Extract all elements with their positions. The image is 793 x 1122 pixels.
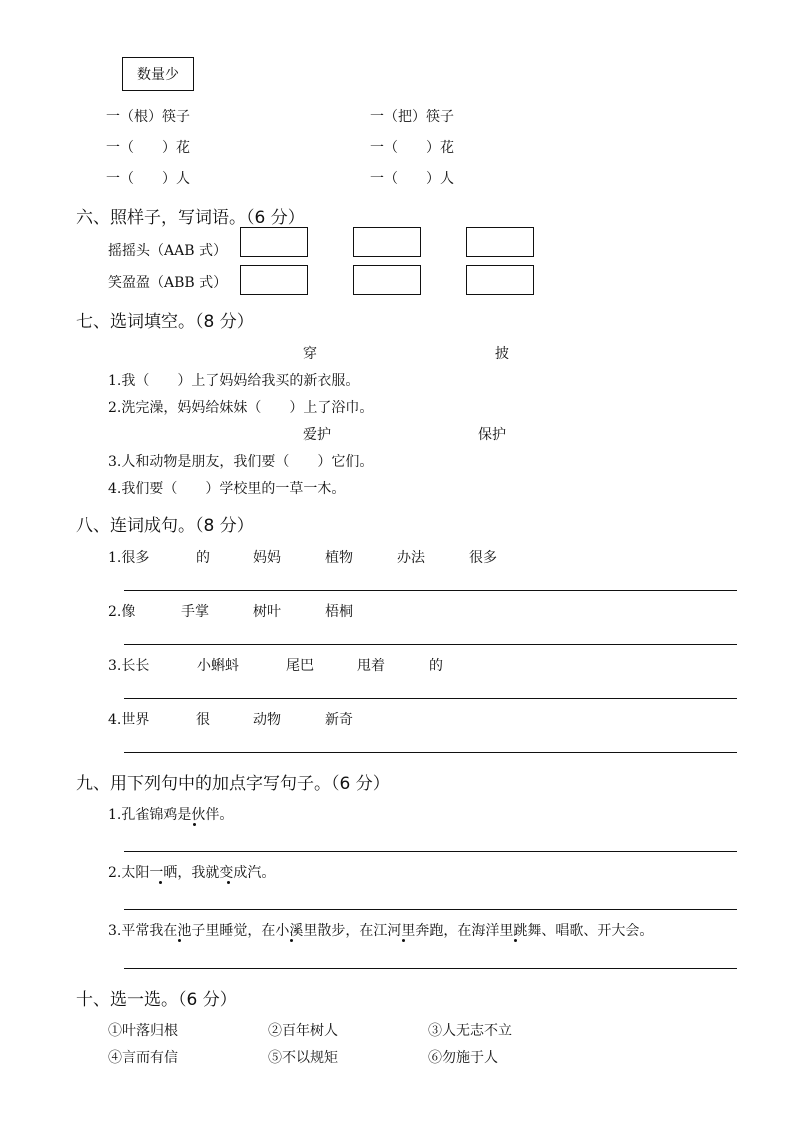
section-9-item-3: 3.平常我在池子里睡觉，在小溪里散步，在江河里奔跑，在海洋里跳舞、唱歌、开大会。 — [108, 923, 654, 939]
section-6-row-1: 摇摇头（AAB 式） — [108, 243, 227, 259]
word-choice: 穿 — [303, 346, 317, 362]
answer-box[interactable] — [466, 265, 534, 295]
answer-box[interactable] — [353, 227, 421, 257]
section-10-title: 十、选一选。（6 分） — [76, 990, 237, 1010]
word-chip: 树叶 — [253, 604, 281, 620]
emphasis-dot — [159, 881, 162, 884]
word-chip: 很 — [196, 712, 210, 728]
section-6-title: 六、照样子，写词语。（6 分） — [76, 208, 305, 228]
emphasis-dot — [290, 939, 293, 942]
measure-right-1: 一（把）筷子 — [370, 109, 454, 125]
emphasis-dot — [227, 881, 230, 884]
word-chip: 植物 — [325, 550, 353, 566]
section-9-title: 九、用下列句中的加点字写句子。（6 分） — [76, 774, 390, 794]
option[interactable]: ③人无志不立 — [428, 1023, 512, 1039]
word-chip: 的 — [429, 658, 443, 674]
word-chip: 3.长长 — [108, 658, 150, 674]
word-chip: 小蝌蚪 — [197, 658, 239, 674]
section-9-item-1: 1.孔雀锦鸡是伙伴。 — [108, 807, 234, 823]
measure-right-3: 一（ ）人 — [370, 171, 454, 187]
answer-line[interactable] — [124, 752, 737, 753]
word-chip: 新奇 — [325, 712, 353, 728]
category-tag: 数量少 — [122, 57, 194, 91]
answer-line[interactable] — [124, 590, 737, 591]
answer-line[interactable] — [124, 851, 737, 852]
word-chip: 妈妈 — [253, 550, 281, 566]
answer-line[interactable] — [124, 968, 737, 969]
emphasis-dot — [178, 939, 181, 942]
option[interactable]: ④言而有信 — [108, 1050, 178, 1066]
section-8-title: 八、连词成句。（8 分） — [76, 516, 254, 536]
word-chip: 尾巴 — [286, 658, 314, 674]
answer-line[interactable] — [124, 909, 737, 910]
measure-right-2: 一（ ）花 — [370, 140, 454, 156]
section-7-item-4: 4.我们要（ ）学校里的一草一木。 — [108, 481, 346, 497]
option[interactable]: ②百年树人 — [268, 1023, 338, 1039]
word-chip: 办法 — [397, 550, 425, 566]
option[interactable]: ⑤不以规矩 — [268, 1050, 338, 1066]
answer-box[interactable] — [240, 265, 308, 295]
section-7-item-3: 3.人和动物是朋友，我们要（ ）它们。 — [108, 454, 374, 470]
emphasis-dot — [514, 939, 517, 942]
measure-left-3: 一（ ）人 — [106, 171, 190, 187]
word-choice: 爱护 — [303, 427, 331, 443]
answer-line[interactable] — [124, 698, 737, 699]
answer-box[interactable] — [353, 265, 421, 295]
option[interactable]: ①叶落归根 — [108, 1023, 178, 1039]
word-chip: 手掌 — [181, 604, 209, 620]
word-chip: 2.像 — [108, 604, 136, 620]
option[interactable]: ⑥勿施于人 — [428, 1050, 498, 1066]
section-9-item-2: 2.太阳一晒，我就变成汽。 — [108, 865, 276, 881]
word-chip: 很多 — [469, 550, 497, 566]
word-chip: 梧桐 — [325, 604, 353, 620]
word-chip: 4.世界 — [108, 712, 150, 728]
word-chip: 的 — [196, 550, 210, 566]
word-chip: 甩着 — [357, 658, 385, 674]
word-chip: 动物 — [253, 712, 281, 728]
section-7-title: 七、选词填空。（8 分） — [76, 312, 254, 332]
section-6-row-2: 笑盈盈（ABB 式） — [108, 275, 228, 291]
answer-line[interactable] — [124, 644, 737, 645]
measure-left-2: 一（ ）花 — [106, 140, 190, 156]
emphasis-dot — [193, 823, 196, 826]
answer-box[interactable] — [240, 227, 308, 257]
word-choice: 保护 — [478, 427, 506, 443]
word-chip: 1.很多 — [108, 550, 150, 566]
answer-box[interactable] — [466, 227, 534, 257]
section-7-item-2: 2.洗完澡，妈妈给妹妹（ ）上了浴巾。 — [108, 400, 374, 416]
emphasis-dot — [402, 939, 405, 942]
word-choice: 披 — [495, 346, 509, 362]
measure-left-1: 一（根）筷子 — [106, 109, 190, 125]
section-7-item-1: 1.我（ ）上了妈妈给我买的新衣服。 — [108, 373, 360, 389]
